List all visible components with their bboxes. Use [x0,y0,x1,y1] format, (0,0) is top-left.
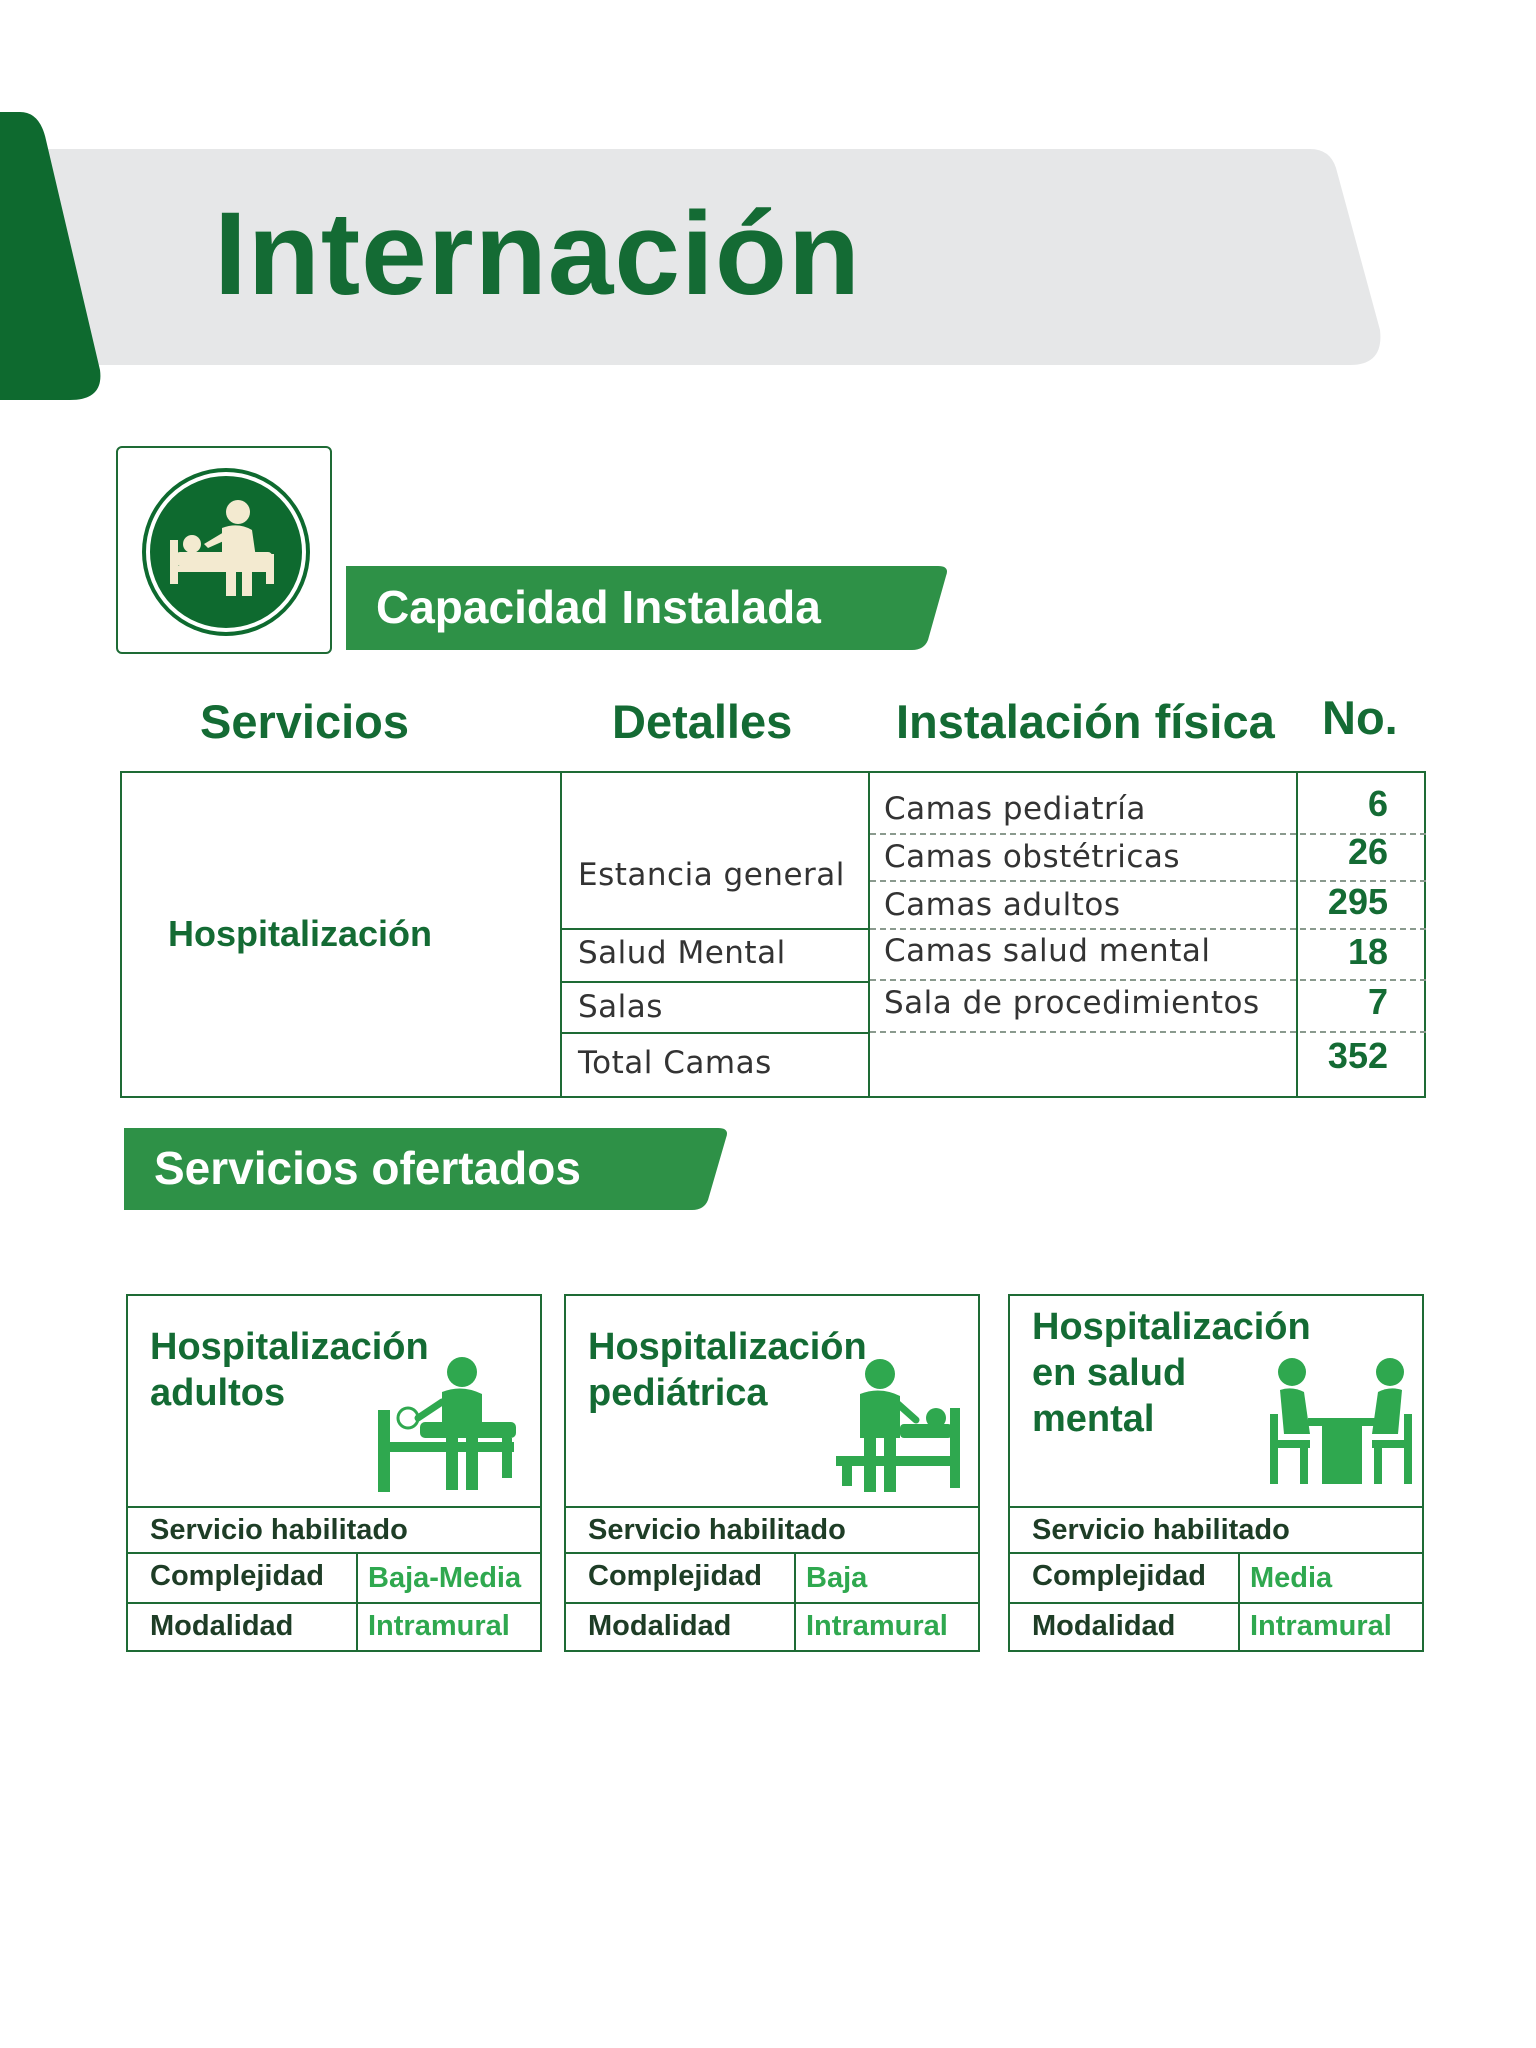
count-cell: 6 [1367,783,1388,824]
capacity-table [120,771,1426,1098]
capacity-section-header [346,566,948,650]
row-divider-dashed [870,928,1426,930]
count-cell: 7 [1367,981,1388,1022]
card-modality-value: Intramural [806,1610,948,1642]
installation-cell: Camas adultos [884,887,1121,923]
card-modality-label: Modalidad [1032,1610,1176,1642]
card-enabled-label: Servicio habilitado [1032,1514,1290,1546]
card-enabled-label: Servicio habilitado [588,1514,846,1546]
service-card [1008,1294,1424,1652]
service-name: Hospitalización [168,913,433,954]
card-column-divider [1238,1552,1240,1652]
card-title-line: Hospitalización [150,1326,429,1368]
card-row-divider [566,1602,978,1604]
column-header-services: Servicios [200,695,410,748]
detail-cell: Salas [578,989,663,1025]
card-modality-value: Intramural [368,1610,510,1642]
table-divider [560,773,562,1096]
card-title-line: en salud [1032,1352,1187,1394]
card-complexity-label: Complejidad [150,1560,325,1592]
doctor-examining-patient-icon [118,448,334,656]
card-title [1032,1304,1311,1442]
row-divider-dashed [870,1031,1426,1033]
column-header-details: Detalles [612,695,793,748]
count-cell: 26 [1347,831,1388,872]
card-row-divider [566,1552,978,1554]
card-title-line: Hospitalización [588,1326,867,1368]
card-complexity-value: Media [1250,1562,1333,1594]
count-cell: 295 [1327,881,1388,922]
card-complexity-value: Baja [806,1562,868,1594]
card-title-line: Hospitalización [1032,1306,1311,1348]
installation-cell: Sala de procedimientos [884,985,1260,1021]
table-divider [1296,773,1298,1096]
service-card [564,1294,980,1652]
count-cell: 18 [1347,931,1388,972]
page-title: Internación [214,188,861,320]
card-column-divider [356,1552,358,1652]
card-complexity-value: Baja-Media [368,1562,522,1594]
card-row-divider [566,1506,978,1508]
card-row-divider [128,1552,540,1554]
detail-cell: Salud Mental [578,935,786,971]
mental-health-consultation-icon [1270,1358,1414,1488]
card-title-line: mental [1032,1398,1155,1440]
row-divider [560,928,870,930]
card-row-divider [128,1506,540,1508]
card-row-divider [1010,1506,1422,1508]
card-modality-label: Modalidad [588,1610,732,1642]
column-header-number: No. [1322,691,1398,744]
row-divider [560,1032,870,1034]
row-divider-dashed [870,979,1426,981]
service-card [126,1294,542,1652]
offered-section-header [124,1128,728,1210]
card-modality-label: Modalidad [150,1610,294,1642]
capacity-section-title: Capacidad Instalada [376,581,821,633]
adult-hospitalization-icon [378,1356,518,1492]
row-divider [560,981,870,983]
card-complexity-label: Complejidad [1032,1560,1207,1592]
table-divider [868,773,870,1096]
logo-box [116,446,332,654]
card-complexity-label: Complejidad [588,1560,763,1592]
detail-cell: Total Camas [578,1045,772,1081]
total-count-cell: 352 [1327,1035,1388,1076]
card-row-divider [1010,1602,1422,1604]
pediatric-hospitalization-icon [836,1358,962,1494]
card-title-line: pediátrica [588,1372,768,1414]
card-modality-value: Intramural [1250,1610,1392,1642]
card-title [588,1324,867,1416]
installation-cell: Camas salud mental [884,933,1211,969]
detail-cell: Estancia general [578,857,845,893]
card-column-divider [794,1552,796,1652]
installation-cell: Camas obstétricas [884,839,1181,875]
card-enabled-label: Servicio habilitado [150,1514,408,1546]
offered-section-title: Servicios ofertados [154,1142,581,1194]
row-divider-dashed [870,833,1426,835]
card-row-divider [128,1602,540,1604]
installation-cell: Camas pediatría [884,791,1146,827]
card-row-divider [1010,1552,1422,1554]
card-title-line: adultos [150,1372,286,1414]
column-header-installation: Instalación física [896,695,1275,748]
